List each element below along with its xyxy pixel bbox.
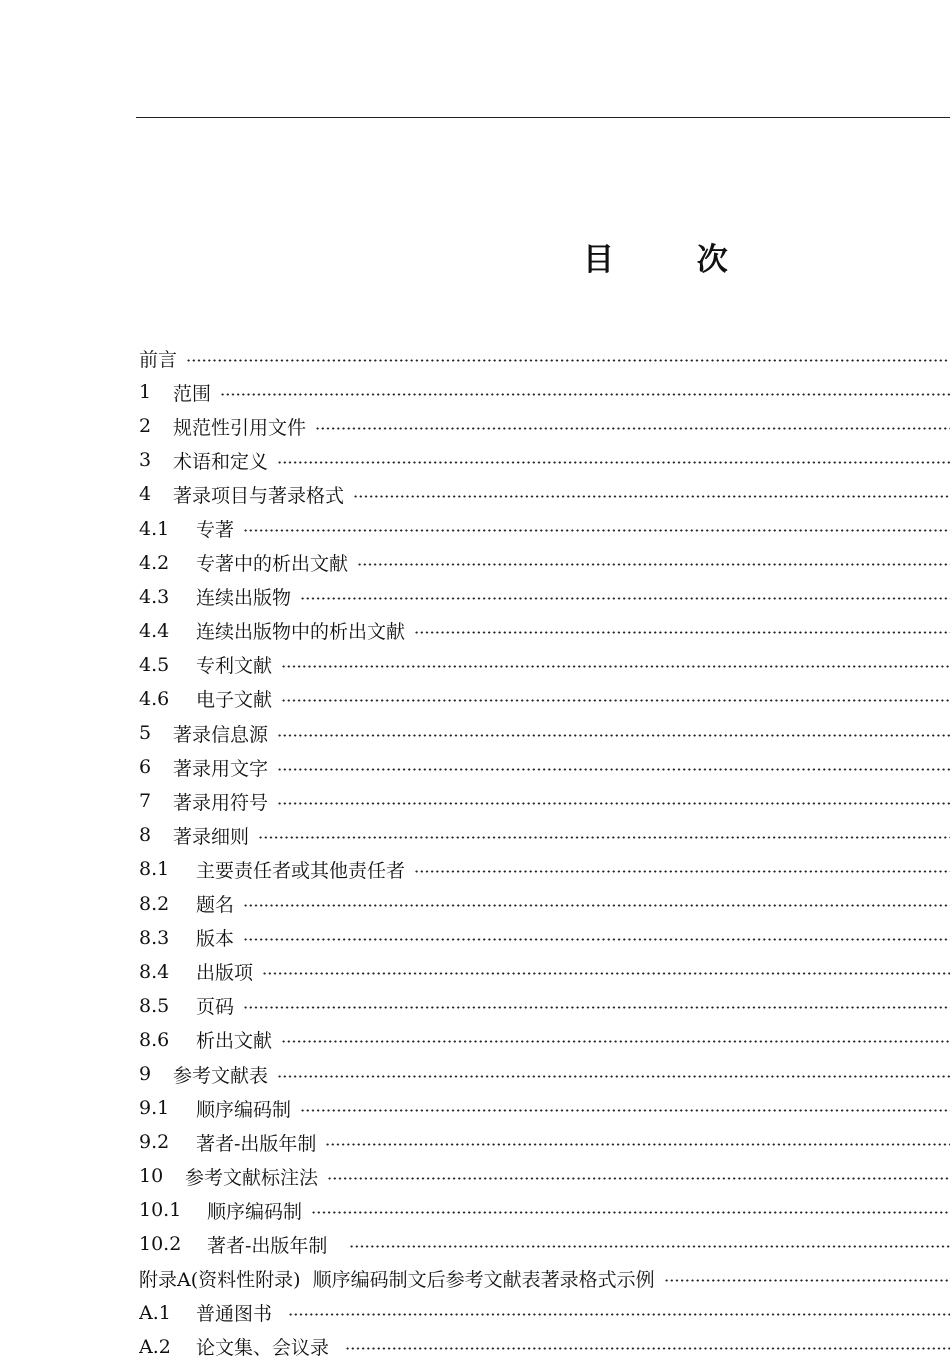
toc-entry[interactable]	[139, 409, 950, 443]
toc-entry-number: 6	[139, 756, 152, 779]
dot-leader	[281, 665, 950, 668]
dot-leader	[664, 1279, 950, 1282]
header-rule	[136, 117, 950, 118]
toc-entry-number: 4.1	[139, 517, 170, 540]
toc-entry-label: 著录用符号	[173, 791, 269, 814]
dot-leader	[243, 1006, 950, 1009]
toc-entry[interactable]	[139, 1227, 950, 1261]
toc-entry-label: 著者-出版年制	[207, 1234, 328, 1257]
toc-entry-label: 电子文献	[196, 689, 273, 712]
toc-entry[interactable]	[139, 784, 950, 818]
dot-leader	[345, 1347, 950, 1350]
dot-leader	[327, 1177, 950, 1180]
dot-leader	[262, 972, 950, 975]
toc-entry-label: 前言	[139, 348, 178, 371]
toc-entry-label: 连续出版物	[196, 587, 292, 610]
toc-entry[interactable]	[139, 887, 950, 921]
toc-entry-number: 4.4	[139, 619, 170, 642]
toc-entry[interactable]	[139, 1193, 950, 1227]
toc-entry-label: 专利文献	[196, 655, 273, 678]
dot-leader	[353, 495, 950, 498]
dot-leader	[300, 1109, 950, 1112]
toc-entry-number: 7	[139, 790, 152, 813]
dot-leader	[258, 836, 950, 839]
toc-entry-label: 连续出版物中的析出文献	[196, 621, 406, 644]
toc-entry-number: 3	[139, 449, 152, 472]
toc-entry-number: 8.3	[139, 926, 170, 949]
dot-leader	[311, 1211, 950, 1214]
toc-entry-number: 8	[139, 824, 152, 847]
dot-leader	[243, 529, 950, 532]
table-of-contents	[139, 341, 950, 1364]
toc-entry-number: 8.6	[139, 1028, 170, 1051]
toc-entry-number: A.2	[139, 1335, 171, 1358]
toc-entry[interactable]	[139, 477, 950, 511]
toc-entry[interactable]	[139, 1330, 950, 1364]
toc-entry[interactable]	[139, 614, 950, 648]
toc-entry[interactable]	[139, 955, 950, 989]
toc-entry-label: 规范性引用文件	[173, 416, 307, 439]
toc-entry[interactable]	[139, 716, 950, 750]
dot-leader	[186, 359, 950, 362]
toc-entry-label: 参考文献表	[173, 1064, 269, 1087]
toc-entry[interactable]	[139, 375, 950, 409]
toc-entry-number: 9	[139, 1063, 152, 1086]
toc-entry-number: 9.2	[139, 1131, 170, 1154]
dot-leader	[349, 1245, 950, 1248]
toc-entry-number: 4.5	[139, 653, 170, 676]
toc-entry-number: 2	[139, 415, 152, 438]
toc-entry-number: 1	[139, 381, 152, 404]
toc-entry-label: 顺序编码制	[196, 1098, 292, 1121]
toc-entry-label: 版本	[196, 928, 235, 951]
toc-entry[interactable]	[139, 1091, 950, 1125]
toc-entry[interactable]	[139, 1296, 950, 1330]
page-title: 目 次	[583, 242, 764, 278]
toc-entry-label: 顺序编码制	[207, 1200, 303, 1223]
toc-entry-number: 10.2	[139, 1233, 182, 1256]
toc-entry-number: 10	[139, 1165, 164, 1188]
toc-entry-number: 4	[139, 483, 152, 506]
toc-entry-label: 著者-出版年制	[196, 1132, 317, 1155]
toc-entry[interactable]	[139, 1057, 950, 1091]
toc-entry[interactable]	[139, 546, 950, 580]
toc-entry-number: 9.1	[139, 1097, 170, 1120]
dot-leader	[300, 597, 950, 600]
toc-entry[interactable]	[139, 818, 950, 852]
toc-entry-label: 著录细则	[173, 825, 250, 848]
dot-leader	[288, 1313, 950, 1316]
toc-entry-label: 页码	[196, 996, 235, 1019]
toc-entry[interactable]	[139, 1023, 950, 1057]
toc-entry[interactable]	[139, 852, 950, 886]
toc-entry-number: 4.3	[139, 585, 170, 608]
toc-entry-number: 8.4	[139, 960, 170, 983]
dot-leader	[277, 1075, 950, 1078]
dot-leader	[325, 1143, 950, 1146]
toc-entry[interactable]	[139, 648, 950, 682]
toc-entry-label: 题名	[196, 894, 235, 917]
toc-entry[interactable]	[139, 750, 950, 784]
toc-entry[interactable]	[139, 1125, 950, 1159]
toc-entry-number: A.1	[139, 1301, 171, 1324]
toc-entry-label: 出版项	[196, 962, 254, 985]
toc-entry[interactable]	[139, 921, 950, 955]
toc-entry[interactable]	[139, 682, 950, 716]
toc-entry[interactable]	[139, 511, 950, 545]
dot-leader	[243, 938, 950, 941]
toc-entry[interactable]	[139, 989, 950, 1023]
dot-leader	[243, 904, 950, 907]
dot-leader	[281, 699, 950, 702]
dot-leader	[277, 802, 950, 805]
dot-leader	[220, 393, 950, 396]
toc-entry-label: 著录用文字	[173, 757, 269, 780]
toc-entry-number: 4.2	[139, 551, 170, 574]
dot-leader	[277, 768, 950, 771]
dot-leader	[277, 734, 950, 737]
toc-entry-number: 8.1	[139, 858, 170, 881]
toc-entry-number: 10.1	[139, 1199, 182, 1222]
toc-entry-label: 普通图书	[196, 1303, 273, 1326]
toc-entry-label: 专著	[196, 519, 235, 542]
toc-entry-label: 范围	[173, 382, 212, 405]
toc-entry[interactable]	[139, 580, 950, 614]
toc-entry-label: 析出文献	[196, 1030, 273, 1053]
toc-entry-label: 参考文献标注法	[185, 1166, 319, 1189]
toc-entry-number: 4.6	[139, 687, 170, 710]
toc-entry-label: 专著中的析出文献	[196, 553, 349, 576]
dot-leader	[315, 427, 950, 430]
toc-entry-label: 著录项目与著录格式	[173, 484, 345, 507]
toc-entry-number: 8.2	[139, 892, 170, 915]
toc-entry-label: 著录信息源	[173, 723, 269, 746]
dot-leader	[357, 563, 950, 566]
toc-entry-number: 5	[139, 722, 152, 745]
toc-entry[interactable]	[139, 443, 950, 477]
toc-entry-label: 术语和定义	[173, 450, 269, 473]
dot-leader	[277, 461, 950, 464]
toc-entry-number: 8.5	[139, 994, 170, 1017]
toc-entry[interactable]	[139, 1159, 950, 1193]
toc-entry-label: 论文集、会议录	[196, 1337, 330, 1360]
toc-entry-label: 主要责任者或其他责任者	[196, 859, 406, 882]
dot-leader	[281, 1040, 950, 1043]
toc-entry[interactable]	[139, 1262, 950, 1296]
dot-leader	[414, 870, 950, 873]
dot-leader	[414, 631, 950, 634]
toc-entry[interactable]	[139, 341, 950, 375]
toc-entry-label: 附录A(资料性附录) 顺序编码制文后参考文献表著录格式示例	[139, 1269, 655, 1292]
